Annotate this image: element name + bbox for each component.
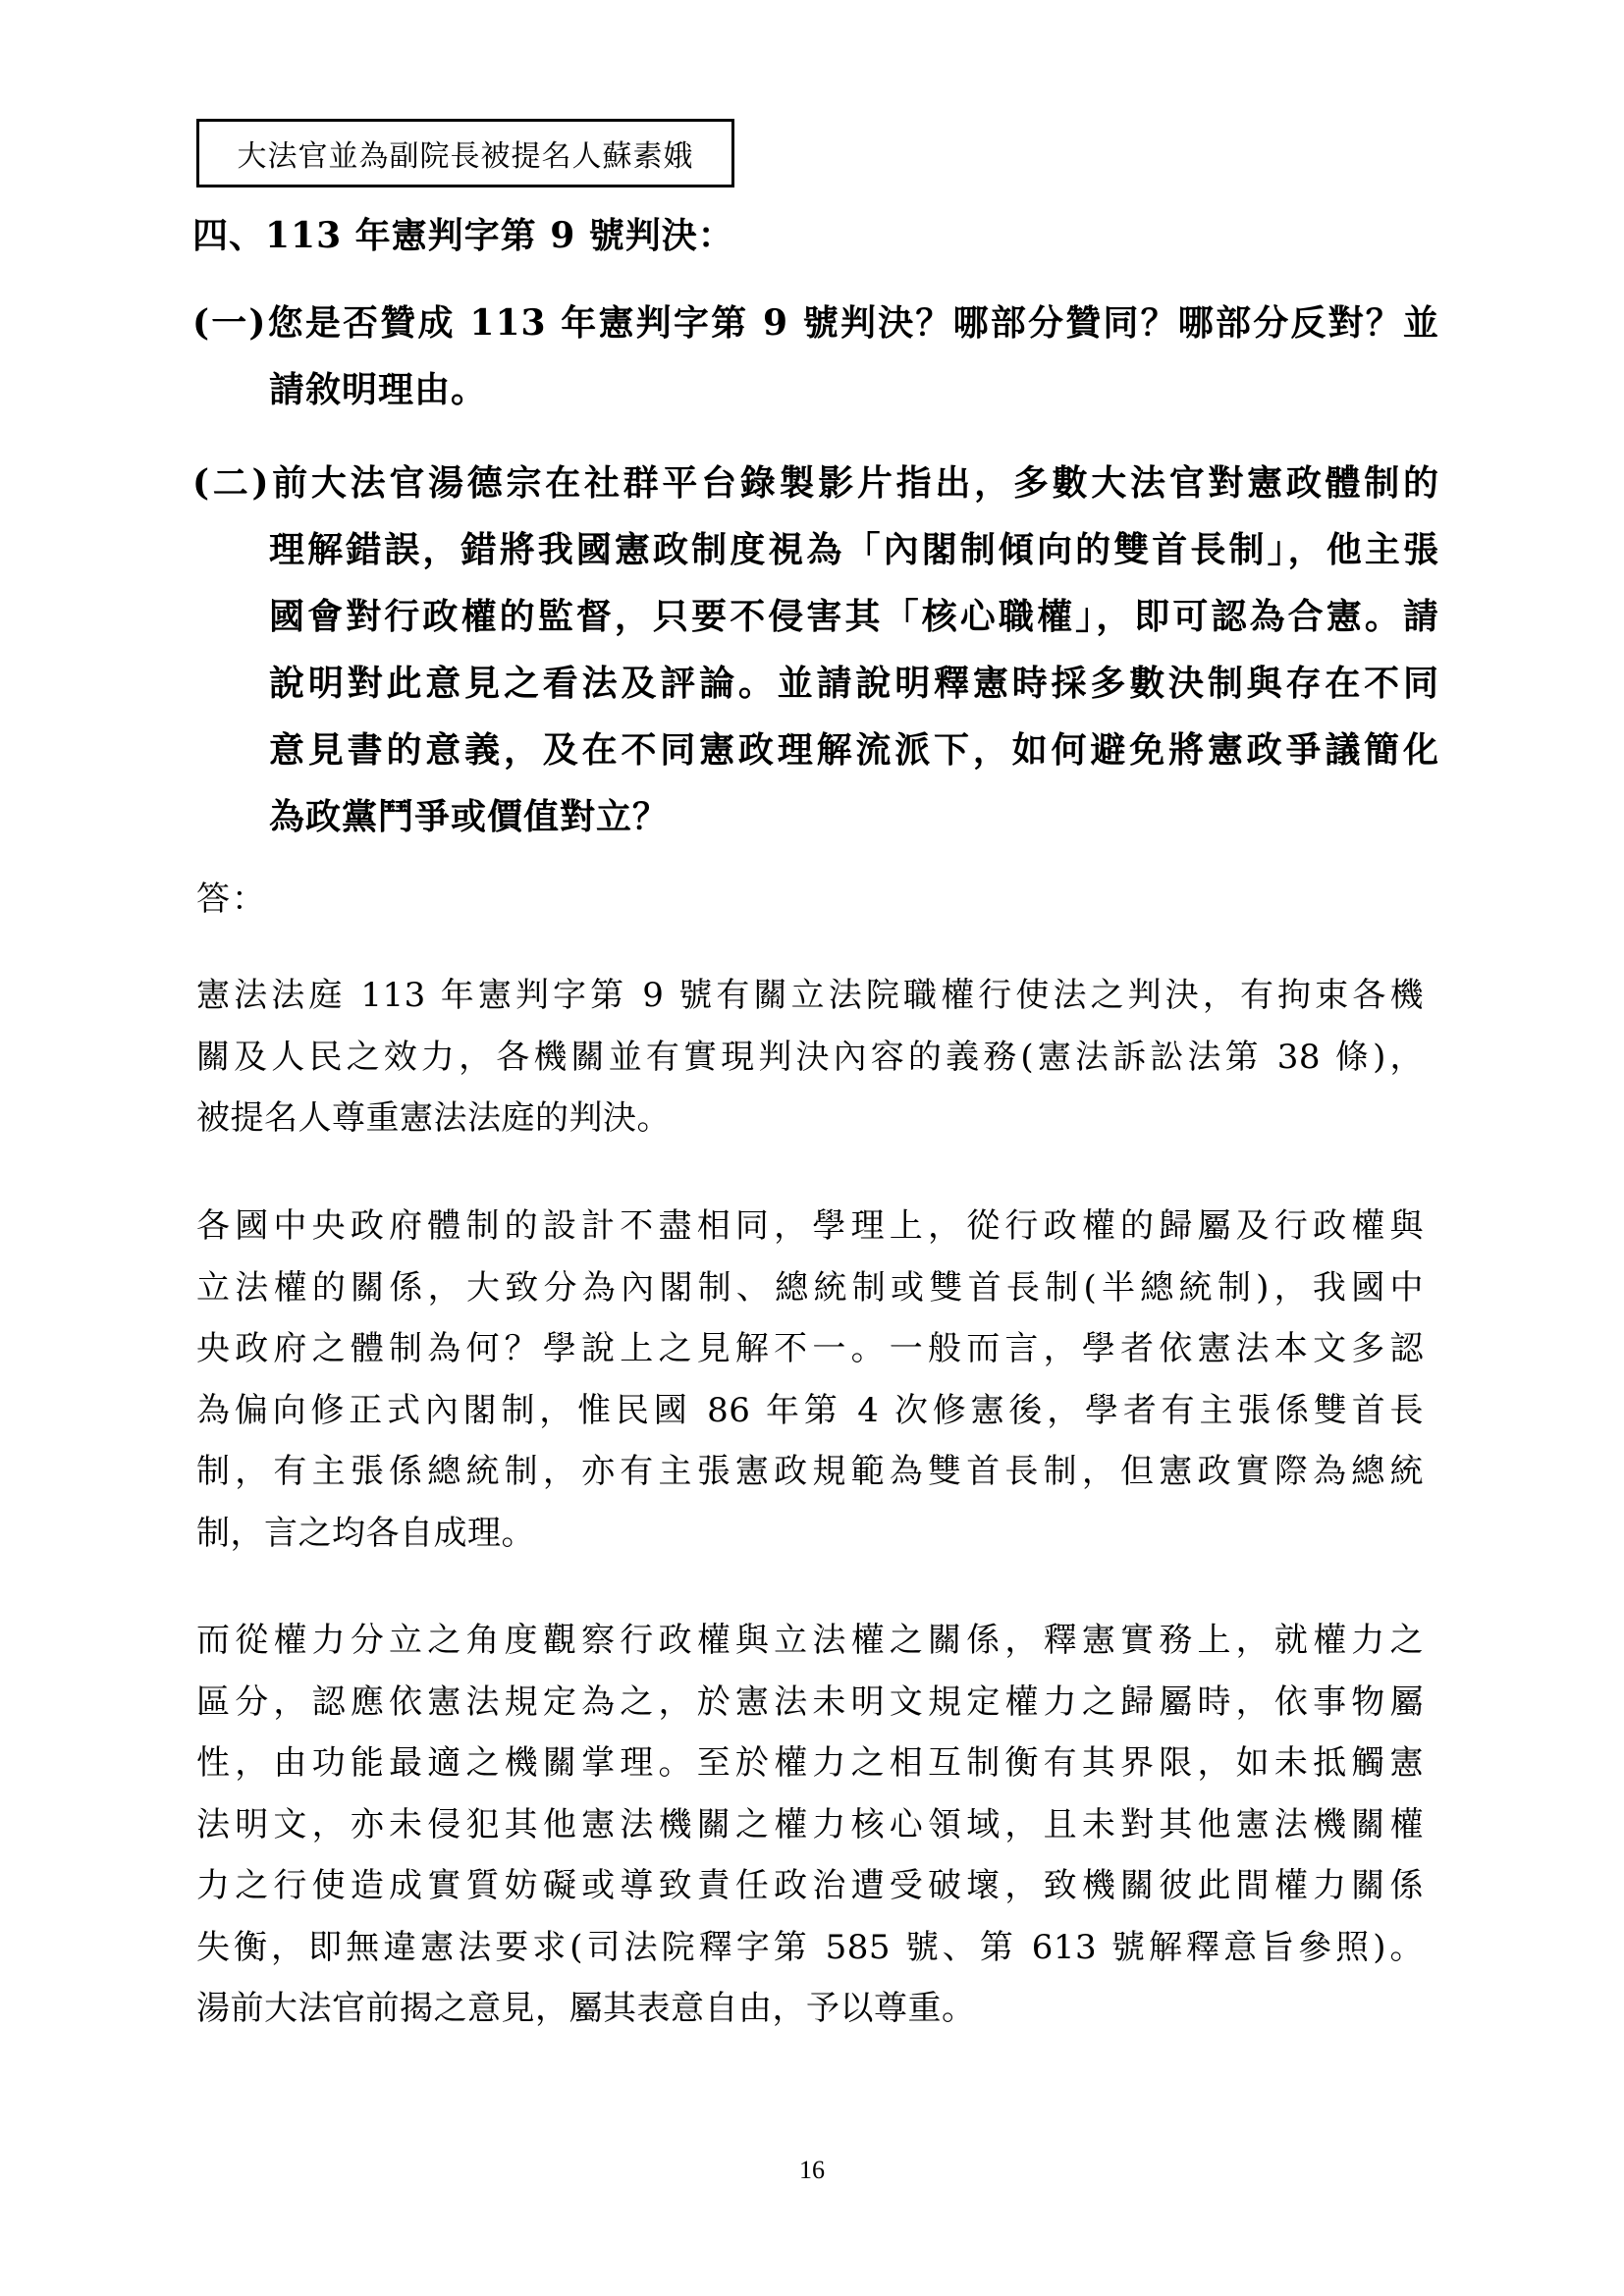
answer-paragraph-3 [196,1610,1424,2040]
question-line: (一)您是否贊成 113 年憲判字第 9 號判決？哪部分贊同？哪部分反對？並 [192,302,1439,344]
paragraph-line: 性，由功能最適之機關掌理。至於權力之相互制衡有其界限，如未抵觸憲 [196,1743,1424,1783]
question-line: 意見書的意義，及在不同憲政理解流派下，如何避免將憲政爭議簡化 [269,729,1439,771]
paragraph-line: 力之行使造成實質妨礙或導致責任政治遭受破壞，致機關彼此間權力關係 [196,1866,1424,1905]
paragraph-line: 各國中央政府體制的設計不盡相同，學理上，從行政權的歸屬及行政權與 [196,1206,1424,1246]
question-line: 說明對此意見之看法及評論。並請說明釋憲時採多數決制與存在不同 [269,663,1439,704]
question-line: 請敘明理由。 [269,369,488,410]
question-1 [192,290,1439,423]
paragraph-line: 為偏向修正式內閣制，惟民國 86 年第 4 次修憲後，學者有主張係雙首長 [196,1390,1424,1430]
paragraph-line: 立法權的關係，大致分為內閣制、總統制或雙首長制(半總統制)，我國中 [196,1267,1424,1308]
question-line: (二)前大法官湯德宗在社群平台錄製影片指出，多數大法官對憲政體制的 [192,462,1439,504]
paragraph-line: 湯前大法官前揭之意見，屬其表意自由，予以尊重。 [196,1989,976,2028]
nominee-header-box [196,119,734,187]
paragraph-line: 區分，認應依憲法規定為之，於憲法未明文規定權力之歸屬時，依事物屬 [196,1682,1424,1722]
paragraph-line: 被提名人尊重憲法法庭的判決。 [196,1098,671,1138]
question-line: 理解錯誤，錯將我國憲政制度視為「內閣制傾向的雙首長制」，他主張 [269,529,1439,570]
paragraph-line: 而從權力分立之角度觀察行政權與立法權之關係，釋憲實務上，就權力之 [196,1621,1424,1660]
answer-paragraph-1 [196,965,1424,1149]
paragraph-line: 失衡，即無違憲法要求(司法院釋字第 585 號、第 613 號解釋意旨參照)。 [196,1927,1424,1967]
section-heading: 四、113 年憲判字第 9 號判決： [192,215,734,256]
answer-label: 答： [196,880,267,919]
page-number: 16 [799,2156,825,2184]
question-line: 國會對行政權的監督，只要不侵害其「核心職權」，即可認為合憲。請 [269,596,1439,637]
paragraph-line: 央政府之體制為何？學說上之見解不一。一般而言，學者依憲法本文多認 [196,1329,1424,1368]
paragraph-line: 制，有主張係總統制，亦有主張憲政規範為雙首長制，但憲政實際為總統 [196,1452,1424,1491]
question-line: 為政黨鬥爭或價值對立？ [269,796,670,837]
answer-paragraph-2 [196,1196,1424,1564]
paragraph-line: 制，言之均各自成理。 [196,1513,535,1553]
nominee-header-text: 大法官並為副院長被提名人蘇素娥 [237,139,694,174]
question-2 [192,450,1439,850]
paragraph-line: 關及人民之效力，各機關並有實現判決內容的義務(憲法訴訟法第 38 條)， [196,1037,1424,1077]
paragraph-line: 法明文，亦未侵犯其他憲法機關之權力核心領域，且未對其他憲法機關權 [196,1804,1424,1844]
paragraph-line: 憲法法庭 113 年憲判字第 9 號有關立法院職權行使法之判決，有拘束各機 [196,976,1424,1015]
